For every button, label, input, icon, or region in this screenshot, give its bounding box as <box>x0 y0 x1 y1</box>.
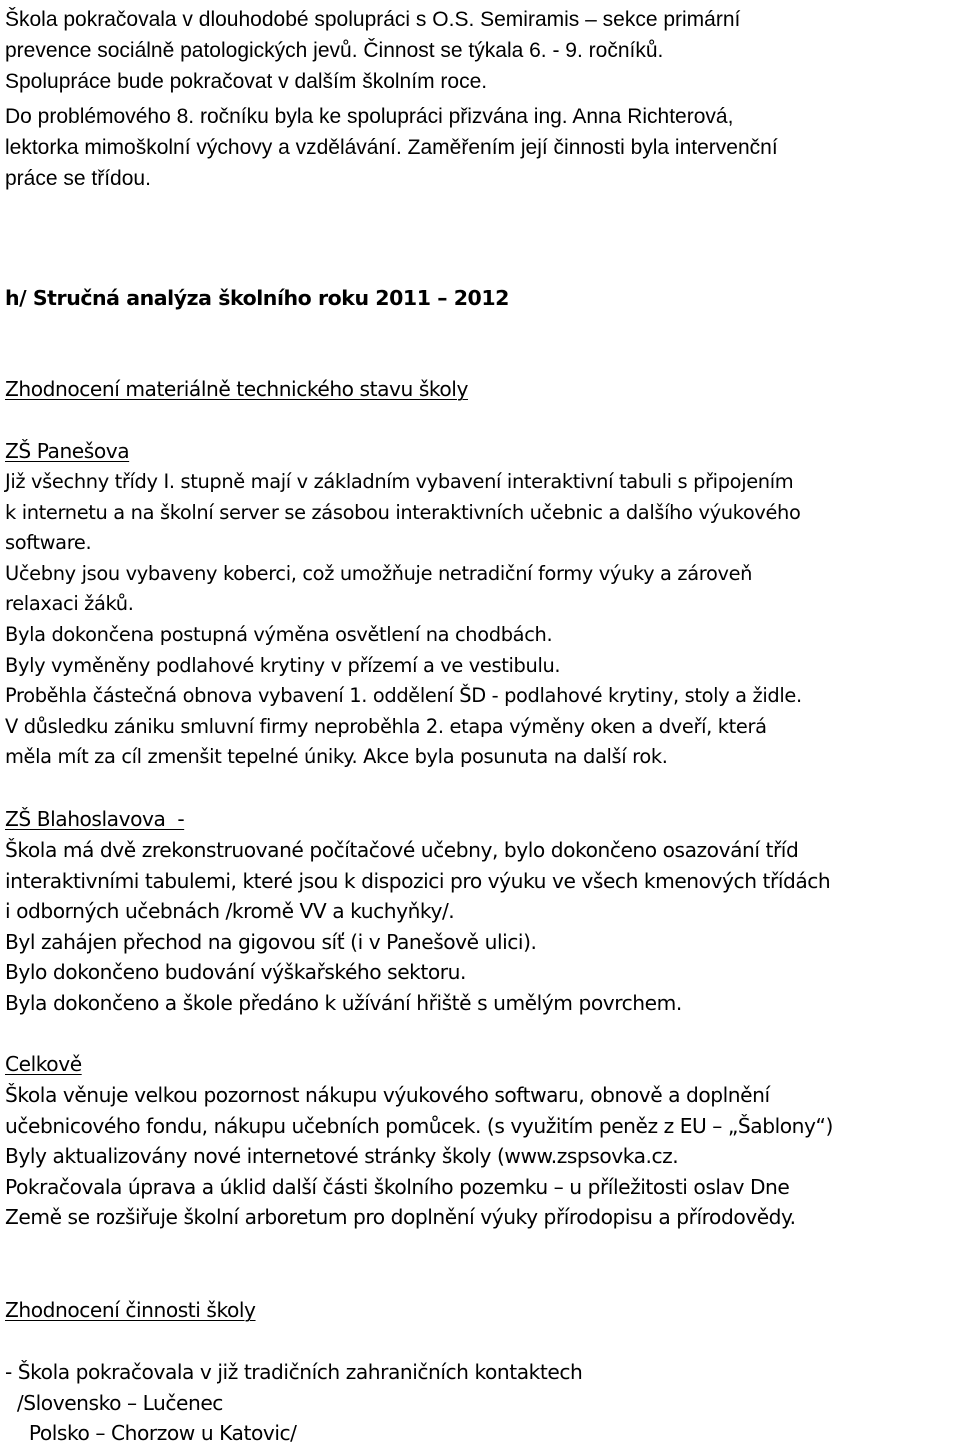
text-line: - Škola pokračovala v již tradičních zahraničních kontaktech <box>5 1360 583 1384</box>
panesova-heading: ZŠ Panešova <box>5 439 130 463</box>
text-line: interaktivními tabulemi, které jsou k dispozici pro výuku ve všech kmenových třídách <box>5 868 831 893</box>
text-line: učebnicového fondu, nákupu učebních pomůcek. (s využitím peněz z EU – „Šablony“) <box>5 1113 833 1138</box>
text-line: Škola věnuje velkou pozornost nákupu výukového softwaru, obnově a doplnění <box>5 1083 770 1107</box>
text-line: /Slovensko – Lučenec <box>5 1390 223 1415</box>
text-line: Byly aktualizovány nové internetové stránky školy (www.zspsovka.cz. <box>5 1144 679 1169</box>
text-line: Země se rozšiřuje školní arboretum pro doplnění výuky přírodopisu a přírodovědy. <box>5 1205 796 1230</box>
text-line: Polsko – Chorzow u Katovic/ <box>5 1421 297 1446</box>
overall-heading: Celkově <box>5 1052 82 1076</box>
activity-text <box>5 1357 582 1449</box>
text-line: lektorka mimoškolní výchovy a vzdělávání. Zaměřením její činnosti byla intervenční <box>5 136 778 159</box>
text-line: Byla dokončeno a škole předáno k užívání hřiště s umělým povrchem. <box>5 990 682 1015</box>
blahoslavova-heading: ZŠ Blahoslavova - <box>5 807 185 831</box>
intro-paragraph-2 <box>5 101 778 194</box>
activity-heading: Zhodnocení činnosti školy <box>5 1298 256 1322</box>
text-line: Byl zahájen přechod na gigovou síť (i v Panešově ulici). <box>5 929 537 954</box>
text-line: měla mít za cíl zmenšit tepelné úniky. Akce byla posunuta na další rok. <box>5 745 668 769</box>
text-line: Již všechny třídy I. stupně mají v základním vybavení interaktivní tabuli s připojením <box>5 470 794 493</box>
intro-paragraph-1 <box>5 4 740 97</box>
subheading-material: Zhodnocení materiálně technického stavu školy <box>5 377 468 401</box>
text-line: Spolupráce bude pokračovat v dalším školním roce. <box>5 70 488 93</box>
section-heading-analysis: h/ Stručná analýza školního roku 2011 – 2012 <box>5 286 509 310</box>
text-line: Škola pokračovala v dlouhodobé spolupráci s O.S. Semiramis – sekce primární <box>5 8 741 31</box>
text-line: Byly vyměněny podlahové krytiny v přízemí a ve vestibulu. <box>5 653 561 677</box>
panesova-text <box>5 467 802 773</box>
text-line: Byla dokončena postupná výměna osvětlení na chodbách. <box>5 622 553 646</box>
text-line: relaxaci žáků. <box>5 592 134 616</box>
text-line: software. <box>5 531 92 555</box>
text-line: k internetu a na školní server se zásobou interaktivních učebnic a dalšího výukového <box>5 500 801 524</box>
text-line: Škola má dvě zrekonstruované počítačové učebny, bylo dokončeno osazování tříd <box>5 838 799 862</box>
text-line: Do problémového 8. ročníku byla ke spolupráci přizvána ing. Anna Richterová, <box>5 105 734 128</box>
text-line: i odborných učebnách /kromě VV a kuchyňky/. <box>5 899 455 924</box>
text-line: práce se třídou. <box>5 167 151 190</box>
text-line: V důsledku zániku smluvní firmy neproběhla 2. etapa výměny oken a dveří, která <box>5 714 767 738</box>
text-line: Proběhla částečná obnova vybavení 1. oddělení ŠD - podlahové krytiny, stoly a židle. <box>5 684 802 708</box>
text-line: Učebny jsou vybaveny koberci, což umožňuje netradiční formy výuky a zároveň <box>5 561 753 585</box>
text-line: prevence sociálně patologických jevů. Činnost se týkala 6. - 9. ročníků. <box>5 39 664 62</box>
blahoslavova-text <box>5 835 830 1019</box>
text-line: Bylo dokončeno budování výškařského sektoru. <box>5 960 466 985</box>
text-line: Pokračovala úprava a úklid další části školního pozemku – u příležitosti oslav Dne <box>5 1174 790 1199</box>
overall-text <box>5 1080 833 1233</box>
